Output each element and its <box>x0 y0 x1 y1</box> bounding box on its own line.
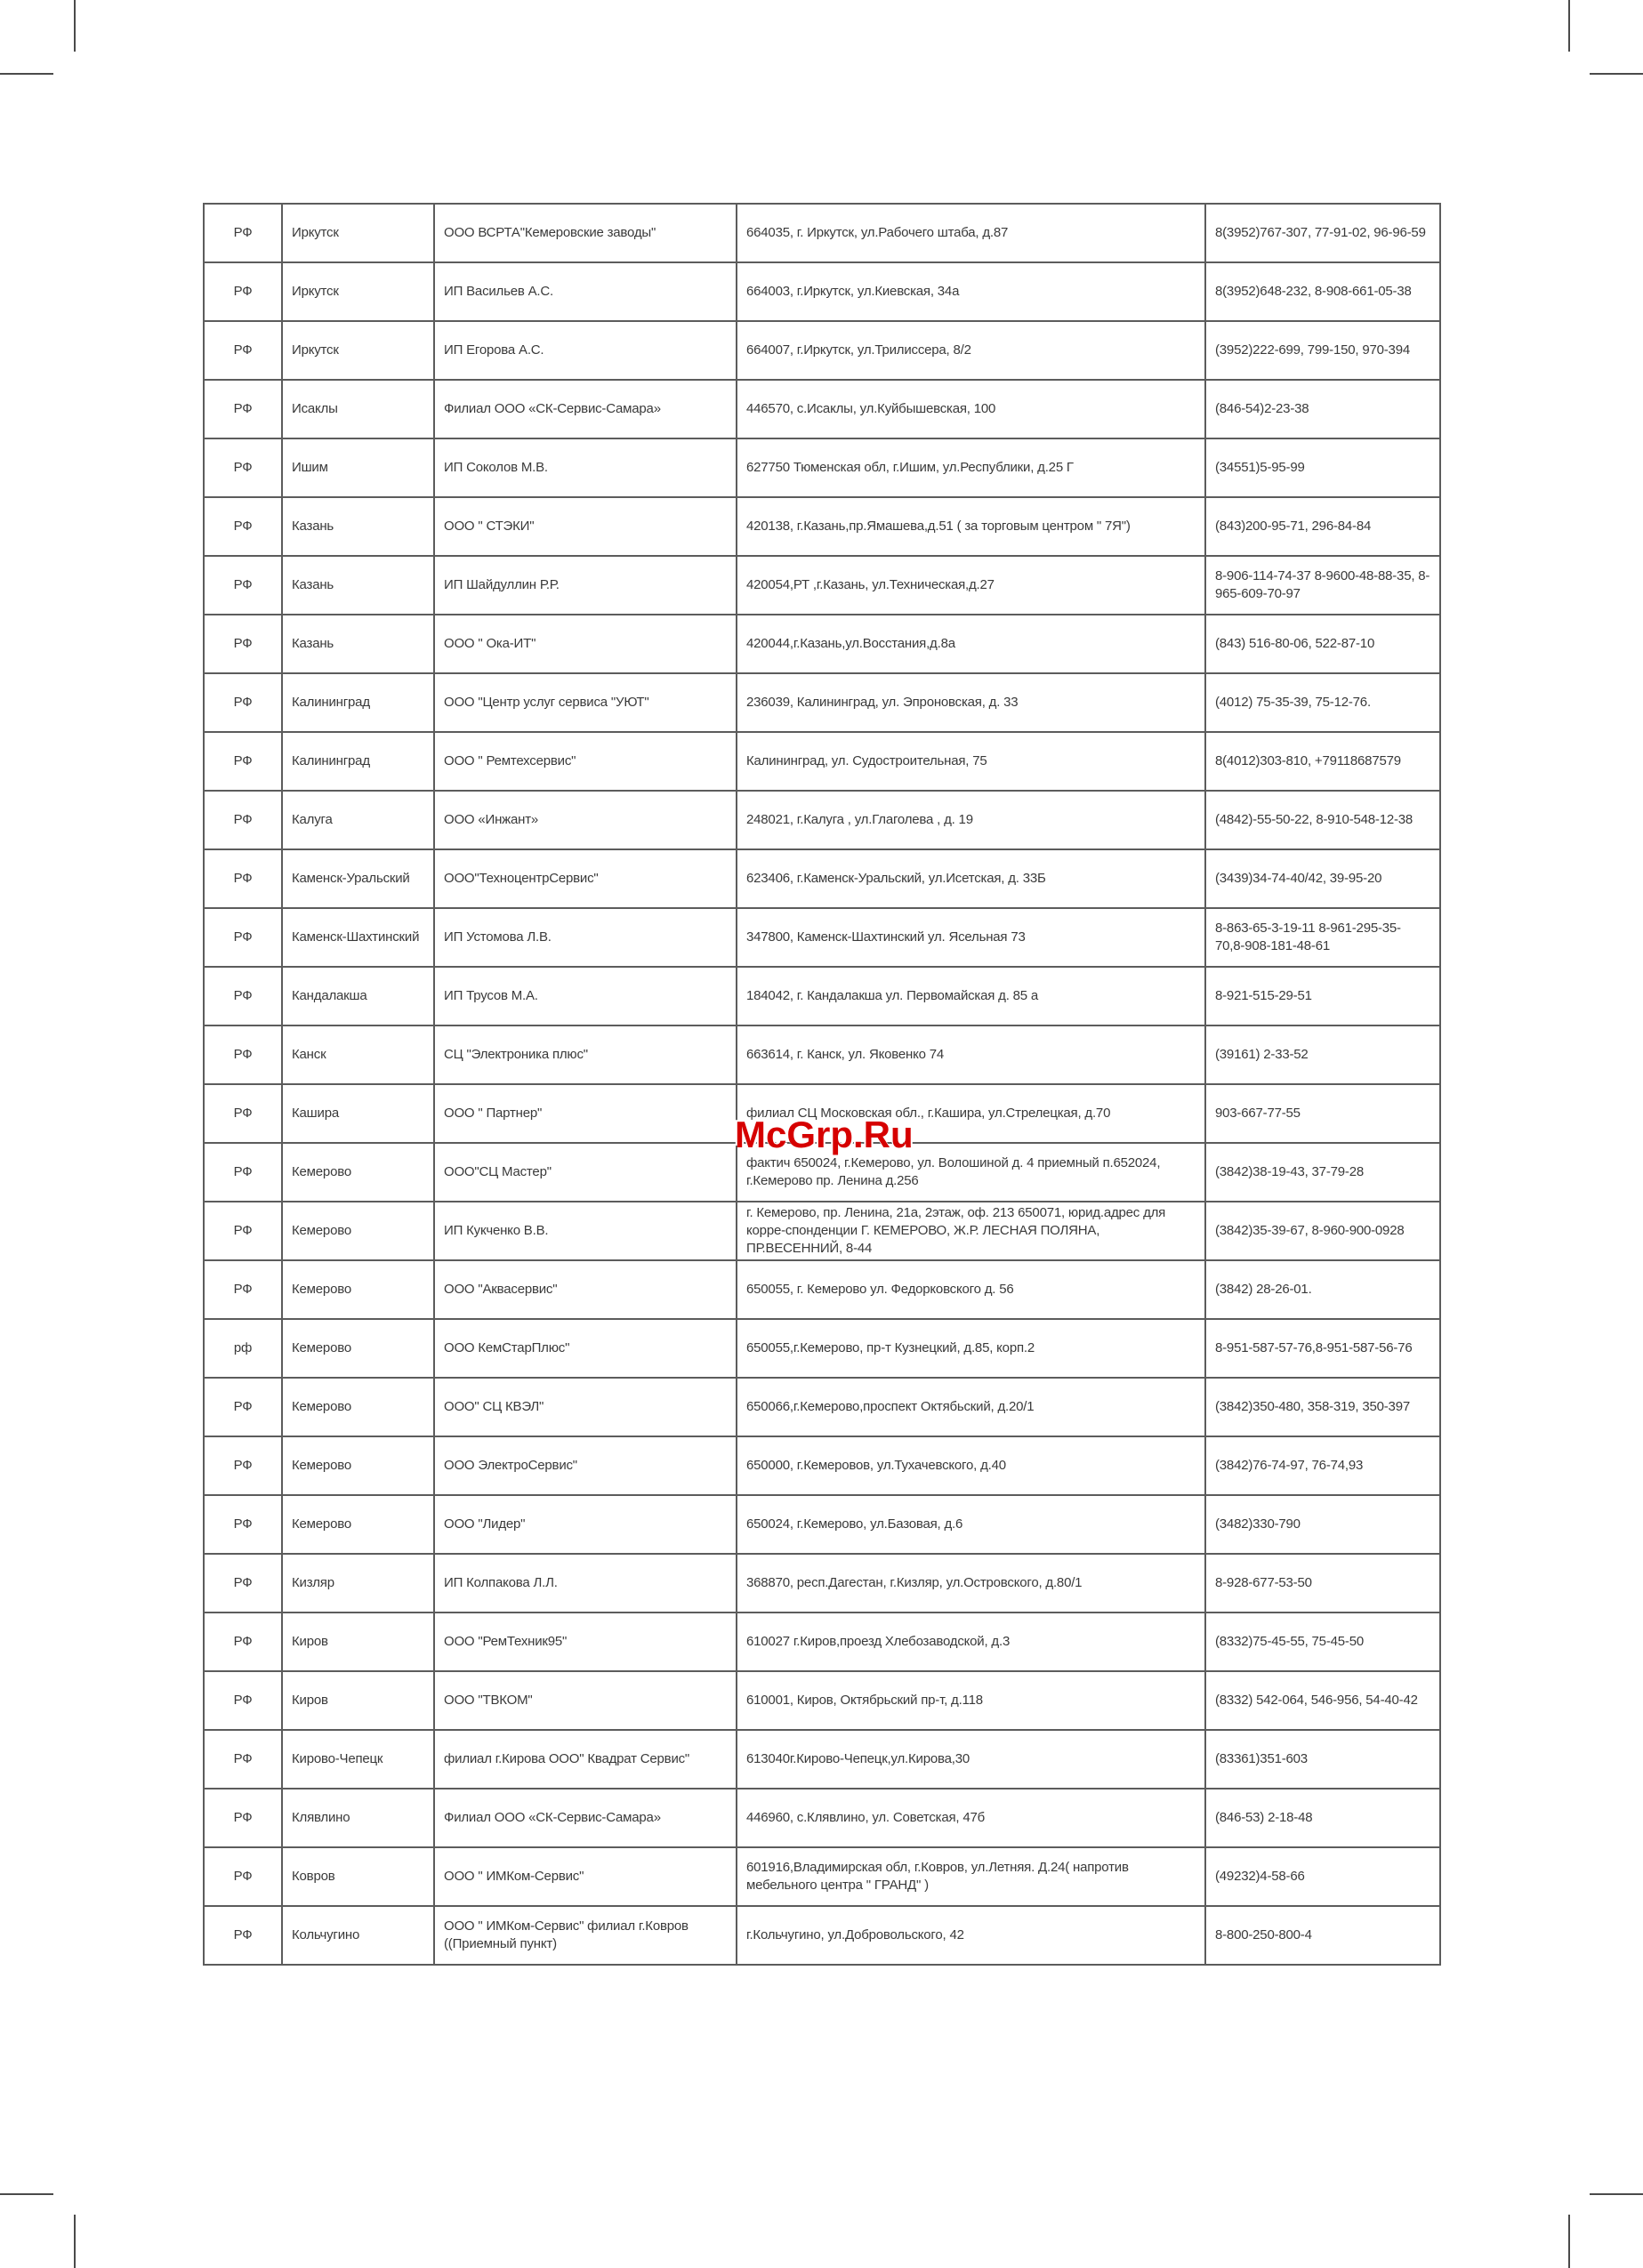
table-row <box>204 1436 1440 1495</box>
table-row <box>204 1730 1440 1789</box>
address-cell: 446570, с.Исаклы, ул.Куйбышевская, 100 <box>737 380 1205 438</box>
country-cell: РФ <box>204 1084 282 1143</box>
country-cell: РФ <box>204 438 282 497</box>
phone-cell: (846-54)2-23-38 <box>1205 380 1440 438</box>
table-row <box>204 262 1440 321</box>
organization-cell: ООО ВСРТА"Кемеровские заводы" <box>434 204 737 262</box>
phone-cell: (4842)-55-50-22, 8-910-548-12-38 <box>1205 791 1440 849</box>
city-cell: Калининград <box>282 732 434 791</box>
phone-cell: (843)200-95-71, 296-84-84 <box>1205 497 1440 556</box>
country-cell: РФ <box>204 1202 282 1260</box>
address-cell: 248021, г.Калуга , ул.Глаголева , д. 19 <box>737 791 1205 849</box>
table-row <box>204 204 1440 262</box>
address-cell: 623406, г.Каменск-Уральский, ул.Исетская, д. 33Б <box>737 849 1205 908</box>
organization-cell: ООО "РемТехник95" <box>434 1613 737 1671</box>
address-cell: 650055, г. Кемерово ул. Федорковского д. 56 <box>737 1260 1205 1319</box>
crop-mark <box>74 2215 76 2268</box>
city-cell: Калуга <box>282 791 434 849</box>
table-row <box>204 380 1440 438</box>
address-cell: 420044,г.Казань,ул.Восстания,д.8а <box>737 615 1205 673</box>
country-cell: РФ <box>204 1906 282 1965</box>
organization-cell: филиал г.Кирова ООО" Квадрат Сервис" <box>434 1730 737 1789</box>
table-row <box>204 908 1440 967</box>
country-cell: РФ <box>204 556 282 615</box>
phone-cell: (846-53) 2-18-48 <box>1205 1789 1440 1847</box>
address-cell: 664003, г.Иркутск, ул.Киевская, 34а <box>737 262 1205 321</box>
address-cell: 236039, Калининград, ул. Эпроновская, д. 33 <box>737 673 1205 732</box>
country-cell: РФ <box>204 1143 282 1202</box>
address-cell: 610027 г.Киров,проезд Хлебозаводской, д.3 <box>737 1613 1205 1671</box>
address-cell: 650000, г.Кемеровов, ул.Тухачевского, д.40 <box>737 1436 1205 1495</box>
table-row <box>204 791 1440 849</box>
organization-cell: ООО " СТЭКИ" <box>434 497 737 556</box>
country-cell: РФ <box>204 791 282 849</box>
city-cell: Кемерово <box>282 1143 434 1202</box>
city-cell: Каменск-Уральский <box>282 849 434 908</box>
phone-cell: (8332) 542-064, 546-956, 54-40-42 <box>1205 1671 1440 1730</box>
phone-cell: (3842)76-74-97, 76-74,93 <box>1205 1436 1440 1495</box>
organization-cell: ИП Колпакова Л.Л. <box>434 1554 737 1613</box>
address-cell: 420138, г.Казань,пр.Ямашева,д.51 ( за торговым центром " 7Я") <box>737 497 1205 556</box>
country-cell: РФ <box>204 204 282 262</box>
phone-cell: (83361)351-603 <box>1205 1730 1440 1789</box>
country-cell: РФ <box>204 1436 282 1495</box>
crop-mark <box>1590 73 1643 75</box>
country-cell: РФ <box>204 1025 282 1084</box>
address-cell: фактич 650024, г.Кемерово, ул. Волошиной д. 4 приемный п.652024, г.Кемерово пр. Ленина д.256 <box>737 1143 1205 1202</box>
address-cell: 627750 Тюменская обл, г.Ишим, ул.Республики, д.25 Г <box>737 438 1205 497</box>
city-cell: Ишим <box>282 438 434 497</box>
phone-cell: 8(3952)648-232, 8-908-661-05-38 <box>1205 262 1440 321</box>
organization-cell: ООО " ИМКом-Сервис" <box>434 1847 737 1906</box>
phone-cell: (3482)330-790 <box>1205 1495 1440 1554</box>
organization-cell: ИП Соколов М.В. <box>434 438 737 497</box>
country-cell: РФ <box>204 1730 282 1789</box>
country-cell: РФ <box>204 1378 282 1436</box>
organization-cell: ООО "Аквасервис" <box>434 1260 737 1319</box>
address-cell: 184042, г. Кандалакша ул. Первомайская д. 85 а <box>737 967 1205 1025</box>
phone-cell: 8-928-677-53-50 <box>1205 1554 1440 1613</box>
table-row <box>204 1789 1440 1847</box>
address-cell: 446960, с.Клявлино, ул. Советская, 47б <box>737 1789 1205 1847</box>
country-cell: РФ <box>204 1847 282 1906</box>
crop-mark <box>1568 0 1570 52</box>
phone-cell: 8-863-65-3-19-11 8-961-295-35-70,8-908-181-48-61 <box>1205 908 1440 967</box>
table-row <box>204 1260 1440 1319</box>
country-cell: РФ <box>204 615 282 673</box>
address-cell: 650055,г.Кемерово, пр-т Кузнецкий, д.85, корп.2 <box>737 1319 1205 1378</box>
address-cell: 347800, Каменск-Шахтинский ул. Ясельная 73 <box>737 908 1205 967</box>
city-cell: Ковров <box>282 1847 434 1906</box>
phone-cell: (3842)38-19-43, 37-79-28 <box>1205 1143 1440 1202</box>
phone-cell: (3952)222-699, 799-150, 970-394 <box>1205 321 1440 380</box>
phone-cell: 903-667-77-55 <box>1205 1084 1440 1143</box>
country-cell: РФ <box>204 908 282 967</box>
organization-cell: ООО ЭлектроСервис" <box>434 1436 737 1495</box>
crop-mark <box>1590 2193 1643 2195</box>
city-cell: Казань <box>282 615 434 673</box>
crop-mark <box>0 73 53 75</box>
city-cell: Канск <box>282 1025 434 1084</box>
address-cell: 613040г.Кирово-Чепецк,ул.Кирова,30 <box>737 1730 1205 1789</box>
table-row <box>204 732 1440 791</box>
table-row <box>204 615 1440 673</box>
phone-cell: 8-921-515-29-51 <box>1205 967 1440 1025</box>
table-row <box>204 673 1440 732</box>
country-cell: РФ <box>204 1789 282 1847</box>
watermark: McGrp.Ru <box>735 1114 914 1155</box>
phone-cell: (843) 516-80-06, 522-87-10 <box>1205 615 1440 673</box>
city-cell: Кольчугино <box>282 1906 434 1965</box>
address-cell: 664007, г.Иркутск, ул.Трилиссера, 8/2 <box>737 321 1205 380</box>
table-row <box>204 321 1440 380</box>
city-cell: Иркутск <box>282 262 434 321</box>
crop-mark <box>74 0 76 52</box>
phone-cell: (34551)5-95-99 <box>1205 438 1440 497</box>
address-cell: Калининград, ул. Судостроительная, 75 <box>737 732 1205 791</box>
phone-cell: (39161) 2-33-52 <box>1205 1025 1440 1084</box>
table-row <box>204 1847 1440 1906</box>
city-cell: Кирово-Чепецк <box>282 1730 434 1789</box>
table-row <box>204 849 1440 908</box>
table-row <box>204 967 1440 1025</box>
table-row <box>204 556 1440 615</box>
table-row <box>204 1906 1440 1965</box>
organization-cell: ИП Устомова Л.В. <box>434 908 737 967</box>
address-cell: г. Кемерово, пр. Ленина, 21а, 2этаж, оф. 213 650071, юрид.адрес для корре-спонденции Г. КЕМЕРОВО, Ж.Р. ЛЕСНАЯ ПОЛЯНА, ПР.ВЕСЕННИЙ, 8-44 <box>737 1202 1205 1260</box>
phone-cell: (3842)350-480, 358-319, 350-397 <box>1205 1378 1440 1436</box>
organization-cell: ООО КемСтарПлюс" <box>434 1319 737 1378</box>
country-cell: РФ <box>204 1554 282 1613</box>
table-row <box>204 1613 1440 1671</box>
organization-cell: ООО" СЦ КВЭЛ" <box>434 1378 737 1436</box>
organization-cell: ИП Шайдуллин Р.Р. <box>434 556 737 615</box>
organization-cell: ИП Кукченко В.В. <box>434 1202 737 1260</box>
city-cell: Кемерово <box>282 1202 434 1260</box>
crop-mark <box>0 2193 53 2195</box>
country-cell: рф <box>204 1319 282 1378</box>
city-cell: Каменск-Шахтинский <box>282 908 434 967</box>
table-row <box>204 1554 1440 1613</box>
country-cell: РФ <box>204 262 282 321</box>
city-cell: Кизляр <box>282 1554 434 1613</box>
organization-cell: ООО " Партнер" <box>434 1084 737 1143</box>
city-cell: Кемерово <box>282 1436 434 1495</box>
country-cell: РФ <box>204 1671 282 1730</box>
table-row <box>204 497 1440 556</box>
table-row <box>204 1202 1440 1260</box>
address-cell: 663614, г. Канск, ул. Яковенко 74 <box>737 1025 1205 1084</box>
table-row <box>204 1025 1440 1084</box>
address-cell: 650024, г.Кемерово, ул.Базовая, д.6 <box>737 1495 1205 1554</box>
address-cell: филиал СЦ Московская обл., г.Кашира, ул.Стрелецкая, д.70 <box>737 1084 1205 1143</box>
organization-cell: ООО "Лидер" <box>434 1495 737 1554</box>
organization-cell: ИП Егорова А.С. <box>434 321 737 380</box>
organization-cell: ООО "ТВКОМ" <box>434 1671 737 1730</box>
city-cell: Кемерово <box>282 1319 434 1378</box>
table-row <box>204 1319 1440 1378</box>
city-cell: Исаклы <box>282 380 434 438</box>
organization-cell: СЦ "Электроника плюс" <box>434 1025 737 1084</box>
address-cell: 420054,РТ ,г.Казань, ул.Техническая,д.27 <box>737 556 1205 615</box>
country-cell: РФ <box>204 380 282 438</box>
city-cell: Казань <box>282 497 434 556</box>
country-cell: РФ <box>204 1260 282 1319</box>
organization-cell: ООО "Центр услуг сервиса "УЮТ" <box>434 673 737 732</box>
address-cell: 601916,Владимирская обл, г.Ковров, ул.Летняя. Д.24( напротив мебельного центра " ГРАНД" ) <box>737 1847 1205 1906</box>
city-cell: Кандалакша <box>282 967 434 1025</box>
table-row <box>204 1671 1440 1730</box>
crop-mark <box>1568 2215 1570 2268</box>
country-cell: РФ <box>204 673 282 732</box>
phone-cell: 8-951-587-57-76,8-951-587-56-76 <box>1205 1319 1440 1378</box>
address-cell: 610001, Киров, Октябрьский пр-т, д.118 <box>737 1671 1205 1730</box>
organization-cell: ИП Васильев А.С. <box>434 262 737 321</box>
organization-cell: ООО «Инжант» <box>434 791 737 849</box>
phone-cell: 8(3952)767-307, 77-91-02, 96-96-59 <box>1205 204 1440 262</box>
organization-cell: ООО " Ремтехсервис" <box>434 732 737 791</box>
city-cell: Иркутск <box>282 321 434 380</box>
country-cell: РФ <box>204 849 282 908</box>
organization-cell: ООО " Ока-ИТ" <box>434 615 737 673</box>
table-row <box>204 1495 1440 1554</box>
city-cell: Кемерово <box>282 1378 434 1436</box>
city-cell: Клявлино <box>282 1789 434 1847</box>
organization-cell: Филиал ООО «СК-Сервис-Самара» <box>434 1789 737 1847</box>
phone-cell: 8-906-114-74-37 8-9600-48-88-35, 8-965-609-70-97 <box>1205 556 1440 615</box>
organization-cell: ИП Трусов М.А. <box>434 967 737 1025</box>
organization-cell: ООО " ИМКом-Сервис" филиал г.Ковров ((Приемный пункт) <box>434 1906 737 1965</box>
city-cell: Кемерово <box>282 1495 434 1554</box>
city-cell: Иркутск <box>282 204 434 262</box>
country-cell: РФ <box>204 1613 282 1671</box>
address-cell: 650066,г.Кемерово,проспект Октябьский, д.20/1 <box>737 1378 1205 1436</box>
phone-cell: (4012) 75-35-39, 75-12-76. <box>1205 673 1440 732</box>
phone-cell: (3439)34-74-40/42, 39-95-20 <box>1205 849 1440 908</box>
table-row <box>204 1378 1440 1436</box>
phone-cell: (49232)4-58-66 <box>1205 1847 1440 1906</box>
address-cell: 368870, респ.Дагестан, г.Кизляр, ул.Островского, д.80/1 <box>737 1554 1205 1613</box>
country-cell: РФ <box>204 732 282 791</box>
address-cell: г.Кольчугино, ул.Добровольского, 42 <box>737 1906 1205 1965</box>
city-cell: Киров <box>282 1613 434 1671</box>
phone-cell: (3842) 28-26-01. <box>1205 1260 1440 1319</box>
organization-cell: ООО"СЦ Мастер" <box>434 1143 737 1202</box>
table-row <box>204 438 1440 497</box>
city-cell: Калининград <box>282 673 434 732</box>
city-cell: Кашира <box>282 1084 434 1143</box>
city-cell: Кемерово <box>282 1260 434 1319</box>
phone-cell: (3842)35-39-67, 8-960-900-0928 <box>1205 1202 1440 1260</box>
phone-cell: (8332)75-45-55, 75-45-50 <box>1205 1613 1440 1671</box>
country-cell: РФ <box>204 321 282 380</box>
country-cell: РФ <box>204 967 282 1025</box>
address-cell: 664035, г. Иркутск, ул.Рабочего штаба, д.87 <box>737 204 1205 262</box>
organization-cell: Филиал ООО «СК-Сервис-Самара» <box>434 380 737 438</box>
service-centers-table <box>203 203 1441 1966</box>
phone-cell: 8-800-250-800-4 <box>1205 1906 1440 1965</box>
phone-cell: 8(4012)303-810, +79118687579 <box>1205 732 1440 791</box>
country-cell: РФ <box>204 1495 282 1554</box>
city-cell: Киров <box>282 1671 434 1730</box>
country-cell: РФ <box>204 497 282 556</box>
city-cell: Казань <box>282 556 434 615</box>
organization-cell: ООО"ТехноцентрСервис" <box>434 849 737 908</box>
